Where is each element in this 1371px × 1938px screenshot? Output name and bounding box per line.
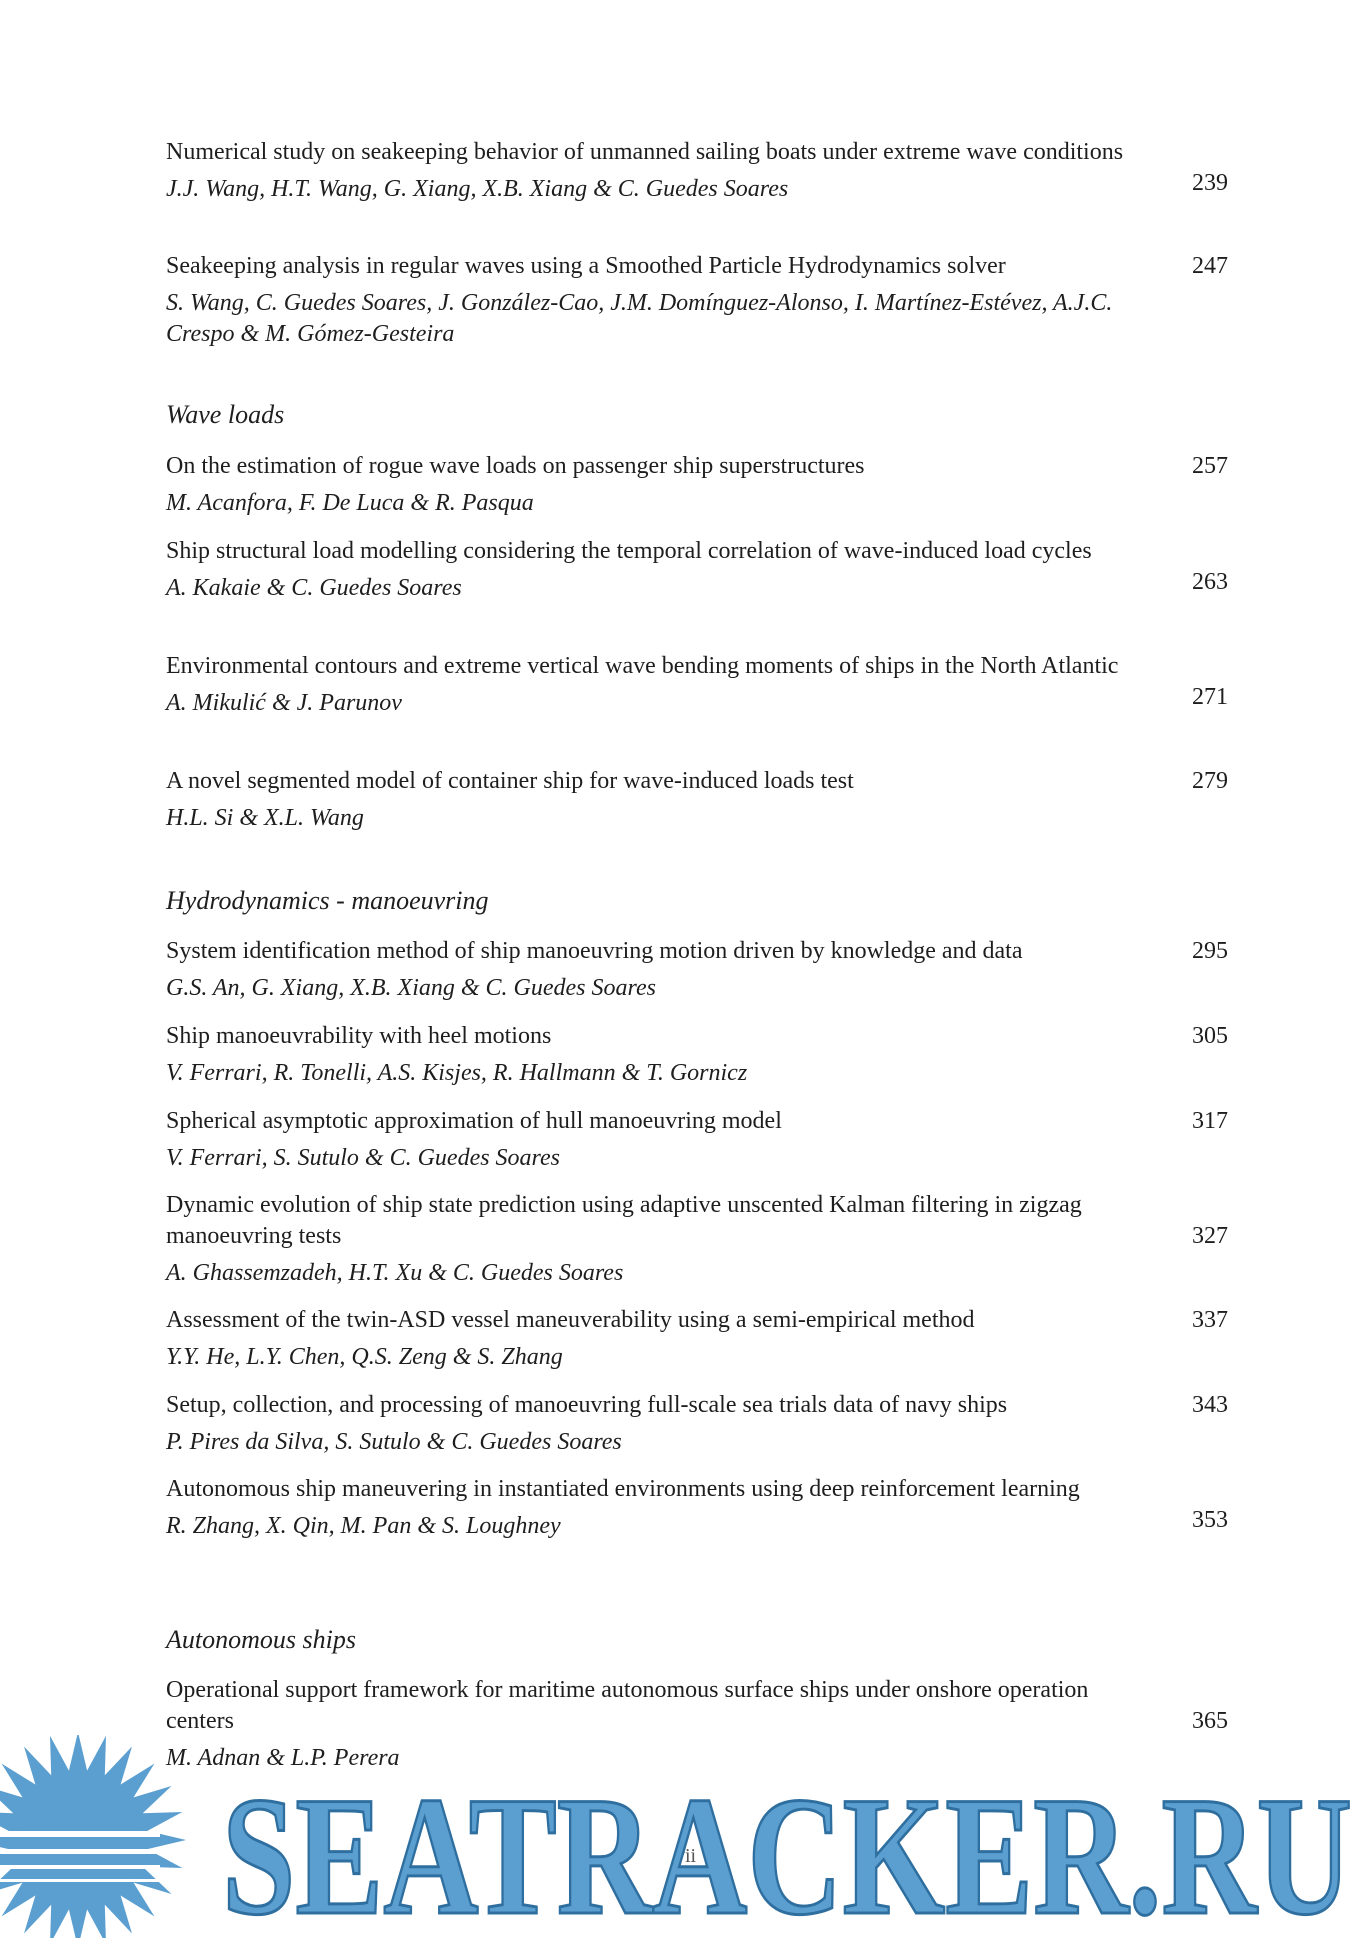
entry-title: Environmental contours and extreme vertical wave bending moments of ships in the North Atlantic bbox=[166, 653, 1119, 679]
entry-authors: V. Ferrari, R. Tonelli, A.S. Kisjes, R. Hallmann & T. Gornicz bbox=[166, 1060, 748, 1086]
toc-entry[interactable] bbox=[166, 536, 1228, 604]
entry-title: A novel segmented model of container ship for wave-induced loads test bbox=[166, 768, 854, 794]
toc-entry[interactable] bbox=[166, 766, 1228, 834]
section-heading: Hydrodynamics - manoeuvring bbox=[166, 886, 489, 915]
section-heading: Autonomous ships bbox=[166, 1625, 356, 1654]
entry-authors: R. Zhang, X. Qin, M. Pan & S. Loughney bbox=[166, 1513, 561, 1539]
sun-icon bbox=[0, 1735, 186, 1938]
toc-entry[interactable] bbox=[166, 251, 1228, 350]
entry-page-number: 239 bbox=[1192, 170, 1228, 196]
entry-authors: M. Adnan & L.P. Perera bbox=[166, 1745, 400, 1771]
entry-authors: M. Acanfora, F. De Luca & R. Pasqua bbox=[166, 490, 534, 516]
entry-title: Ship structural load modelling considering the temporal correlation of wave-induced load cycles bbox=[166, 538, 1092, 564]
entry-authors: J.J. Wang, H.T. Wang, G. Xiang, X.B. Xiang & C. Guedes Soares bbox=[166, 176, 789, 202]
entry-page-number: 295 bbox=[1192, 938, 1228, 964]
watermark-logo bbox=[0, 1735, 1371, 1938]
entry-page-number: 257 bbox=[1192, 453, 1228, 479]
entry-authors: G.S. An, G. Xiang, X.B. Xiang & C. Guedes Soares bbox=[166, 975, 656, 1001]
toc-entry[interactable] bbox=[166, 1106, 1228, 1174]
entry-title: Setup, collection, and processing of manoeuvring full-scale sea trials data of navy ships bbox=[166, 1392, 1008, 1418]
entry-authors: A. Mikulić & J. Parunov bbox=[166, 690, 402, 716]
page-number-footer: vii bbox=[674, 1845, 697, 1867]
entry-authors: H.L. Si & X.L. Wang bbox=[166, 805, 364, 831]
toc-entry[interactable] bbox=[166, 1305, 1228, 1373]
entry-authors: V. Ferrari, S. Sutulo & C. Guedes Soares bbox=[166, 1145, 560, 1171]
entry-title: Ship manoeuvrability with heel motions bbox=[166, 1023, 552, 1049]
toc-entry[interactable] bbox=[166, 936, 1228, 1004]
entry-page-number: 279 bbox=[1192, 768, 1228, 794]
entry-page-number: 327 bbox=[1192, 1223, 1228, 1249]
entry-title: Operational support framework for maritime autonomous surface ships under onshore operation centers bbox=[166, 1677, 1089, 1734]
section-heading: Wave loads bbox=[166, 400, 285, 429]
toc-entry[interactable] bbox=[166, 1390, 1228, 1458]
entry-page-number: 353 bbox=[1192, 1507, 1228, 1533]
entry-title: Autonomous ship maneuvering in instantiated environments using deep reinforcement learning bbox=[166, 1476, 1080, 1502]
entry-page-number: 337 bbox=[1192, 1307, 1228, 1333]
entry-authors: Y.Y. He, L.Y. Chen, Q.S. Zeng & S. Zhang bbox=[166, 1344, 563, 1370]
entry-title: Numerical study on seakeeping behavior of unmanned sailing boats under extreme wave conditions bbox=[166, 139, 1124, 165]
toc-entry[interactable] bbox=[166, 451, 1228, 519]
entry-page-number: 247 bbox=[1192, 253, 1228, 279]
entry-title: On the estimation of rogue wave loads on passenger ship superstructures bbox=[166, 453, 865, 479]
entry-authors: A. Kakaie & C. Guedes Soares bbox=[166, 575, 462, 601]
entry-authors: S. Wang, C. Guedes Soares, J. González-Cao, J.M. Domínguez-Alonso, I. Martínez-Estévez, A.J.C. Crespo & M. Gómez-Gesteira bbox=[166, 290, 1113, 347]
watermark-text: SEATRACKER.RU bbox=[222, 1762, 1352, 1938]
entry-page-number: 343 bbox=[1192, 1392, 1228, 1418]
entry-title: Dynamic evolution of ship state prediction using adaptive unscented Kalman filtering in zigzag manoeuvring tests bbox=[166, 1192, 1082, 1249]
entry-page-number: 317 bbox=[1192, 1108, 1228, 1134]
entry-page-number: 365 bbox=[1192, 1708, 1228, 1734]
entry-title: System identification method of ship manoeuvring motion driven by knowledge and data bbox=[166, 938, 1023, 964]
entry-page-number: 263 bbox=[1192, 569, 1228, 595]
entry-page-number: 271 bbox=[1192, 684, 1228, 710]
toc-entry[interactable] bbox=[166, 651, 1228, 719]
toc-entry[interactable] bbox=[166, 1021, 1228, 1089]
entry-authors: A. Ghassemzadeh, H.T. Xu & C. Guedes Soares bbox=[166, 1260, 624, 1286]
entry-page-number: 305 bbox=[1192, 1023, 1228, 1049]
entry-authors: P. Pires da Silva, S. Sutulo & C. Guedes Soares bbox=[166, 1429, 622, 1455]
entry-title: Seakeeping analysis in regular waves using a Smoothed Particle Hydrodynamics solver bbox=[166, 253, 1006, 279]
toc-entry[interactable] bbox=[166, 1474, 1228, 1542]
entry-title: Assessment of the twin-ASD vessel maneuverability using a semi-empirical method bbox=[166, 1307, 975, 1333]
toc-entry[interactable] bbox=[166, 1190, 1228, 1289]
entry-title: Spherical asymptotic approximation of hull manoeuvring model bbox=[166, 1108, 782, 1134]
toc-entry[interactable] bbox=[166, 137, 1228, 205]
